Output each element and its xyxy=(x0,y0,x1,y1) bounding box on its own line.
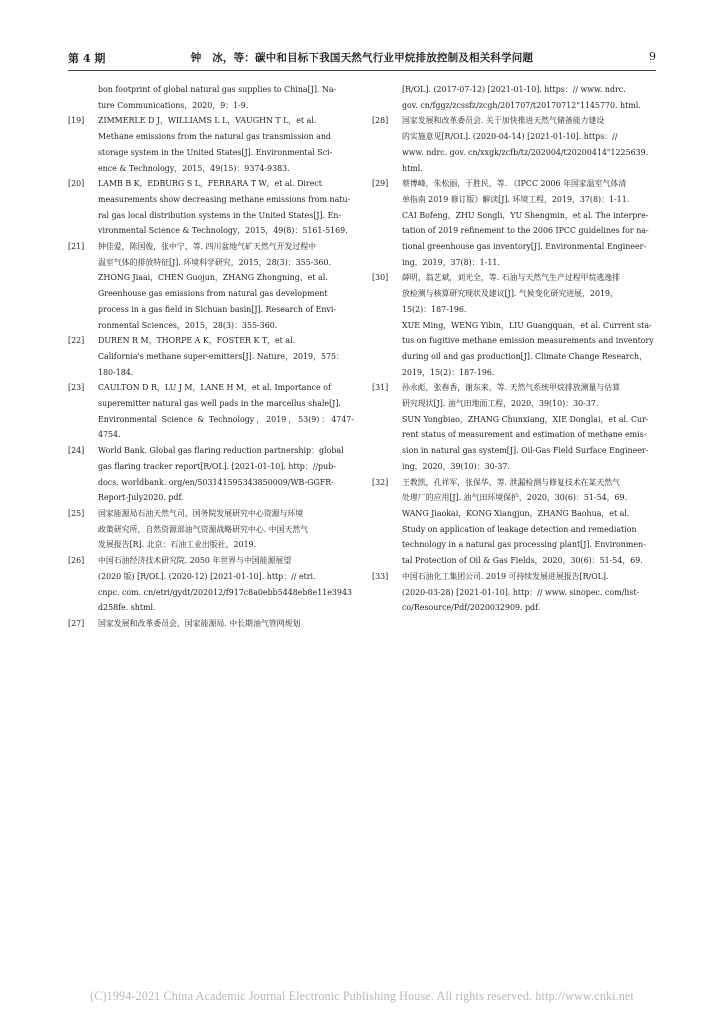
reference-item xyxy=(68,333,354,380)
page-number: 9 xyxy=(649,50,656,63)
reference-text: 钟佳爱，陈国俊，张中宁，等. 四川盆地气矿天然气开发过程中 温室气体的排放特征[J]. 环境科学研究，2015，28(3)：355-360. ZHONG Jiaai，CHEN Guojun，ZHANG Zhongning，et al. Greenhouse gas emissions from natural gas development process in a gas field in Sichuan basin[J]. Research of Envi- ronmental Sciences，2015，28(3)：355-360. xyxy=(98,242,337,330)
header-rule xyxy=(68,70,656,71)
reference-number: [30] xyxy=(372,273,389,283)
reference-number: [32] xyxy=(372,477,389,487)
issue-number: 第 4 期 xyxy=(68,52,106,65)
reference-item xyxy=(372,475,658,569)
reference-text: LAMB B K，EDBURG S L，FERRARA T W，et al. Direct measurements show decreasing methane emissions from natu- ral gas local distribution systems in the United States[J]. En- vironmental Science & Technology，2015，49(8)：5161-5169. xyxy=(98,179,351,236)
reference-text: 国家能源局石油天然气司，国务院发展研究中心资源与环境 政策研究所，自然资源部油气资源战略研究中心. 中国天然气 发展报告[R]. 北京：石油工业出版社，2019. xyxy=(98,508,309,550)
reference-number: [20] xyxy=(68,179,85,189)
reference-item xyxy=(68,616,354,632)
reference-text: World Bank. Global gas flaring reduction partnership：global gas flaring tracker report[R/OL]. [2021-01-10]. http：//pub- docs. worldbank. org/en/503141595343850009/WB-GGFR- Report-July2020. pdf. xyxy=(98,446,344,503)
reference-text: 王教凯，孔祥军，张保华，等. 泄漏检测与修复技术在某天然气 处理厂的应用[J]. 油气田环境保护，2020，30(6)：51-54，69. WANG Jiaokai，KONG Xiangjun，ZHANG Baohua，et al. Study on application of leakage detection and remediation technology in a natural gas processing plant[J]. Environmen- tal Protection of Oil & Gas Fields，2020，30(6)：51-54，69. xyxy=(402,477,646,566)
right-column xyxy=(372,82,658,616)
reference-number: [29] xyxy=(372,179,389,189)
reference-number: [23] xyxy=(68,383,85,393)
reference-number: [19] xyxy=(68,116,85,126)
left-column xyxy=(68,82,354,632)
reference-item xyxy=(68,380,354,443)
reference-item xyxy=(68,239,354,333)
reference-text: 薛明，翁艺斌，刘光全，等. 石油与天然气生产过程甲烷逃逸排 放检测与核算研究现状及建议[J]. 气候变化研究进展，2019， 15(2)：187-196. XUE Ming，WENG Yibin，LIU Guangquan，et al. Current sta- tus on fugitive methane emission measurements and inventory during oil and gas production[J]. Climate Change Research， 2019，15(2)：187-196. xyxy=(402,273,654,377)
reference-number: [28] xyxy=(372,116,389,126)
reference-number: [31] xyxy=(372,383,389,393)
reference-text: DUREN R M，THORPE A K，FOSTER K T，et al. California's methane super-emitters[J]. Nature，2019，575： 180-184. xyxy=(98,336,344,377)
reference-text: CAULTON D R，LU J M，LANE H M，et al. Importance of superemitter natural gas well pads in the marcellus shale[J]. Environmental Science & Technology，2019，53(9)：4747-4754. xyxy=(98,383,354,440)
reference-number: [25] xyxy=(68,508,85,518)
reference-number: [27] xyxy=(68,618,85,628)
reference-text: 中国石油化工集团公司. 2019 可持续发展进展报告[R/OL]. (2020-03-28) [2021-01-10]. http：// www. sinopec. com/list- co/Resource/Pdf/2020032909. pdf. xyxy=(402,571,640,613)
reference-text: 孙永彪，张春香，谢东来，等. 天然气系统甲烷排放测量与估算 研究现状[J]. 油气田地面工程，2020，39(10)：30-37. SUN Yongbiao，ZHANG Chunxiang，XIE Donglai，et al. Cur- rent status of measurement and estimation of methane emis- sion in natural gas system[J]. Oil-Gas Field Surface Engineer- ing，2020，39(10)：30-37. xyxy=(402,383,649,471)
reference-number: [33] xyxy=(372,571,389,581)
page-header xyxy=(68,48,656,68)
reference-text: ZIMMERLE D J，WILLIAMS L L，VAUGHN T L，et al. Methane emissions from the natural gas transmission and storage system in the United States[J]. Environmental Sci- ence & Technology，2015，49(15)：9374-9383. xyxy=(98,116,333,173)
reference-number: [26] xyxy=(68,556,85,566)
reference-item xyxy=(68,443,354,506)
reference-item xyxy=(372,270,658,380)
reference-continuation: bon footprint of global natural gas supplies to China[J]. Na- ture Communications，2020，9：1-9. xyxy=(98,85,337,110)
reference-number: [24] xyxy=(68,446,85,456)
reference-text: 国家发展和改革委员会. 关于加快推进天然气储备能力建设 的实施意见[R/OL]. (2020-04-14) [2021-01-10]. https：// www. ndrc. gov. cn/xxgk/zcfb/tz/202004/t20200414"1225639. html. xyxy=(402,116,649,173)
reference-item xyxy=(372,569,658,616)
reference-item xyxy=(68,176,354,239)
reference-text: 国家发展和改革委员会，国家能源局. 中长期油气管网规划 xyxy=(98,618,301,628)
reference-item xyxy=(68,553,354,616)
reference-number: [22] xyxy=(68,336,85,346)
reference-item xyxy=(372,380,658,474)
reference-text: 中国石油经济技术研究院. 2050 年世界与中国能源展望 (2020 版) [R/OL]. (2020-12) [2021-01-10]. http：// etri. cnpc. com. cn/etri/gydt/202012/f917c8a0ebb5448eb8e11e3943 d258fe. shtml. xyxy=(98,556,352,613)
running-title: 钟 冰，等：碳中和目标下我国天然气行业甲烷排放控制及相关科学问题 xyxy=(190,52,534,64)
reference-text: 蔡博峰，朱松丽，于胜民，等. 《IPCC 2006 年国家温室气体清 单指南 2019 修订版》解读[J]. 环境工程，2019，37(8)：1-11. CAI Bofeng，ZHU Songli，YU Shengmin，et al. The interpre- tation of 2019 refinement to the 2006 IPCC guidelines for na- tional greenhouse gas inventory[J]. Environmental Engineer- ing，2019，37(8)：1-11. xyxy=(402,179,649,267)
reference-continuation: [R/OL]. (2017-07-12) [2021-01-10]. https：// www. ndrc. gov. cn/fggz/zcssfz/zcgh/201707/t20170712"1145770. html. xyxy=(402,85,641,110)
reference-number: [21] xyxy=(68,242,85,252)
reference-item xyxy=(68,113,354,176)
reference-item xyxy=(68,506,354,553)
reference-item xyxy=(372,113,658,176)
reference-item xyxy=(372,176,658,270)
copyright-watermark: (C)1994-2021 China Academic Journal Electronic Publishing House. All rights reserved. http://www.cnki.net xyxy=(90,989,634,1003)
